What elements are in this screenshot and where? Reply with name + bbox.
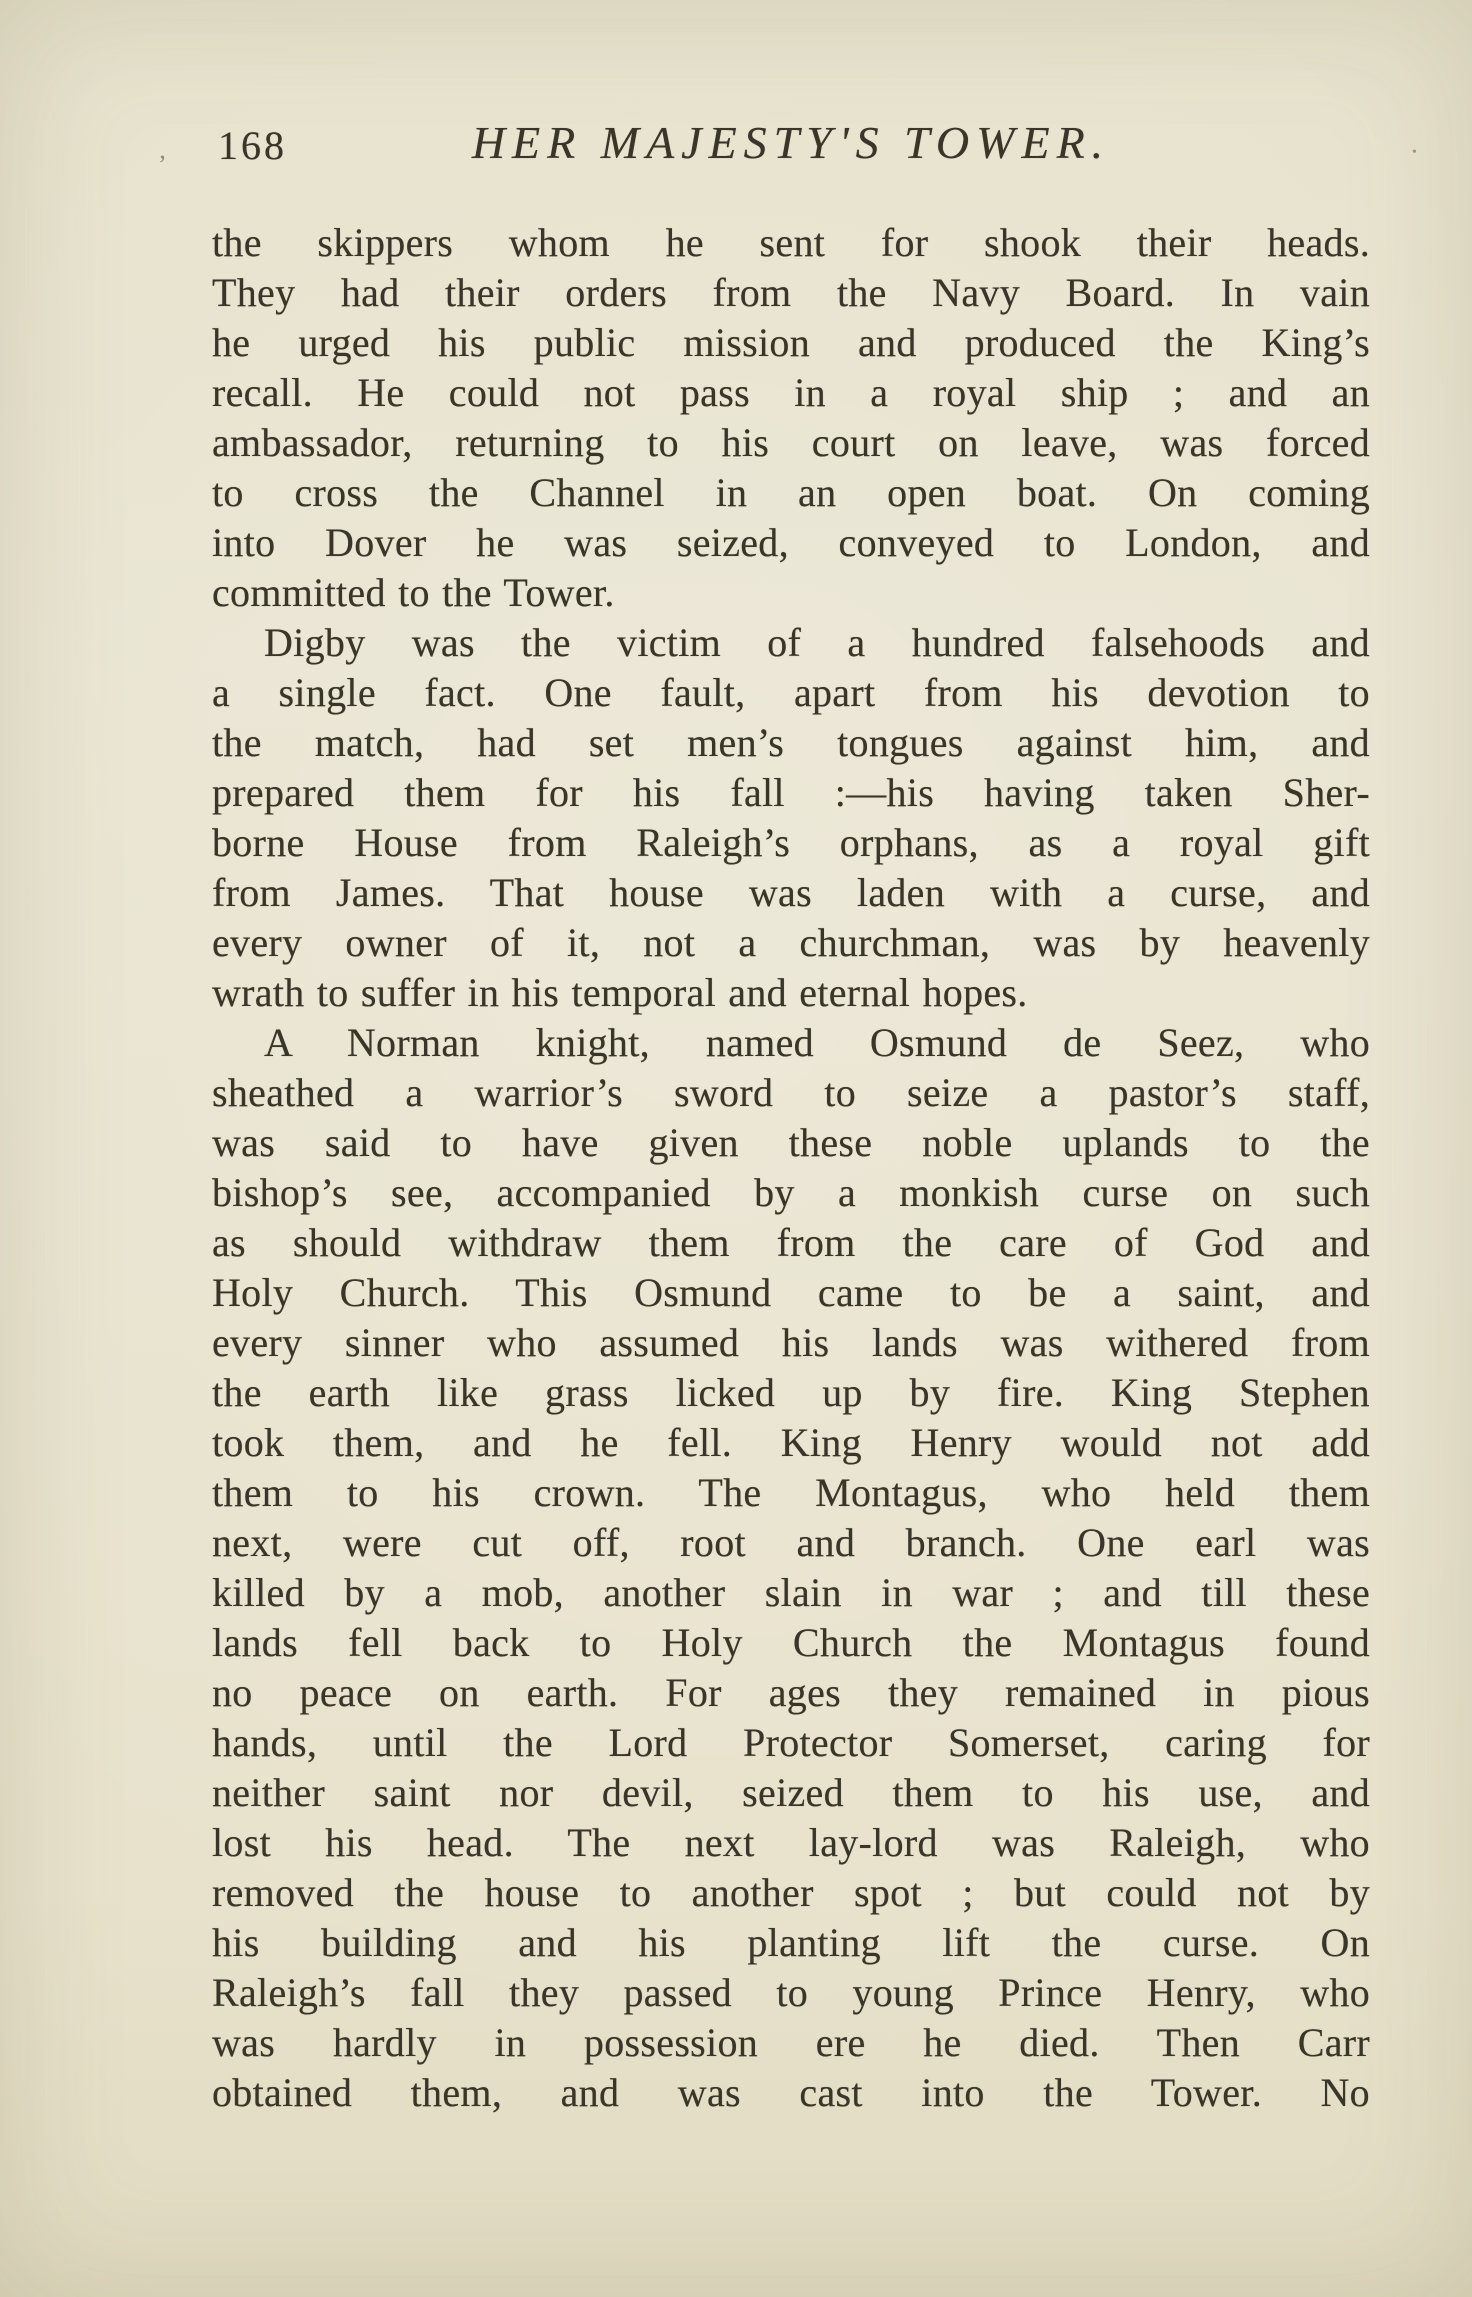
text-line: They had their orders from the Navy Board. In vain [212, 270, 1370, 315]
text-line: A Norman knight, named Osmund de Seez, who [264, 1020, 1370, 1065]
text-line: sheathed a warrior’s sword to seize a pastor’s staff, [212, 1070, 1370, 1115]
text-line: removed the house to another spot ; but could not by [212, 1870, 1370, 1915]
text-line: was hardly in possession ere he died. Then Carr [212, 2020, 1370, 2065]
text-line: he urged his public mission and produced the King’s [212, 320, 1370, 365]
text-line: from James. That house was laden with a curse, and [212, 870, 1370, 915]
text-line: lost his head. The next lay-lord was Raleigh, who [212, 1820, 1370, 1865]
text-line: next, were cut off, root and branch. One earl was [212, 1520, 1370, 1565]
text-line: every sinner who assumed his lands was withered from [212, 1320, 1370, 1365]
text-line: borne House from Raleigh’s orphans, as a royal gift [212, 820, 1370, 865]
text-line: bishop’s see, accompanied by a monkish curse on such [212, 1170, 1370, 1215]
text-line: lands fell back to Holy Church the Montagus found [212, 1620, 1370, 1665]
text-line: recall. He could not pass in a royal ship ; and an [212, 370, 1370, 415]
text-line: to cross the Channel in an open boat. On coming [212, 470, 1370, 515]
running-head [212, 118, 1370, 182]
text-line: a single fact. One fault, apart from his devotion to [212, 670, 1370, 715]
text-line: into Dover he was seized, conveyed to London, and [212, 520, 1370, 565]
text-line: hands, until the Lord Protector Somerset, caring for [212, 1720, 1370, 1765]
text-line: his building and his planting lift the curse. On [212, 1920, 1370, 1965]
text-line: obtained them, and was cast into the Tower. No [212, 2070, 1370, 2115]
text-line: Holy Church. This Osmund came to be a saint, and [212, 1270, 1370, 1315]
text-line: the match, had set men’s tongues against him, and [212, 720, 1370, 765]
body-text [212, 218, 1370, 2118]
text-line: Digby was the victim of a hundred falsehoods and [264, 620, 1370, 665]
scan-artifact: • [1412, 145, 1417, 160]
text-line: ambassador, returning to his court on leave, was forced [212, 420, 1370, 465]
text-line: killed by a mob, another slain in war ; and till these [212, 1570, 1370, 1615]
text-line: committed to the Tower. [212, 570, 615, 615]
text-line: the earth like grass licked up by fire. King Stephen [212, 1370, 1370, 1415]
text-line: Raleigh’s fall they passed to young Prince Henry, who [212, 1970, 1370, 2015]
text-line: every owner of it, not a churchman, was by heavenly [212, 920, 1370, 965]
scan-artifact: ’ [158, 150, 167, 179]
page-number: 168 [218, 123, 287, 168]
text-line: them to his crown. The Montagus, who held them [212, 1470, 1370, 1515]
text-line: neither saint nor devil, seized them to his use, and [212, 1770, 1370, 1815]
running-title: HER MAJESTY'S TOWER. [471, 117, 1111, 168]
text-line: was said to have given these noble uplands to the [212, 1120, 1370, 1165]
text-line: took them, and he fell. King Henry would not add [212, 1420, 1370, 1465]
text-line: prepared them for his fall :—his having taken Sher- [212, 770, 1370, 815]
text-line: as should withdraw them from the care of God and [212, 1220, 1370, 1265]
text-line: wrath to suffer in his temporal and eternal hopes. [212, 970, 1028, 1015]
text-line: no peace on earth. For ages they remained in pious [212, 1670, 1370, 1715]
text-line: the skippers whom he sent for shook their heads. [212, 220, 1370, 265]
